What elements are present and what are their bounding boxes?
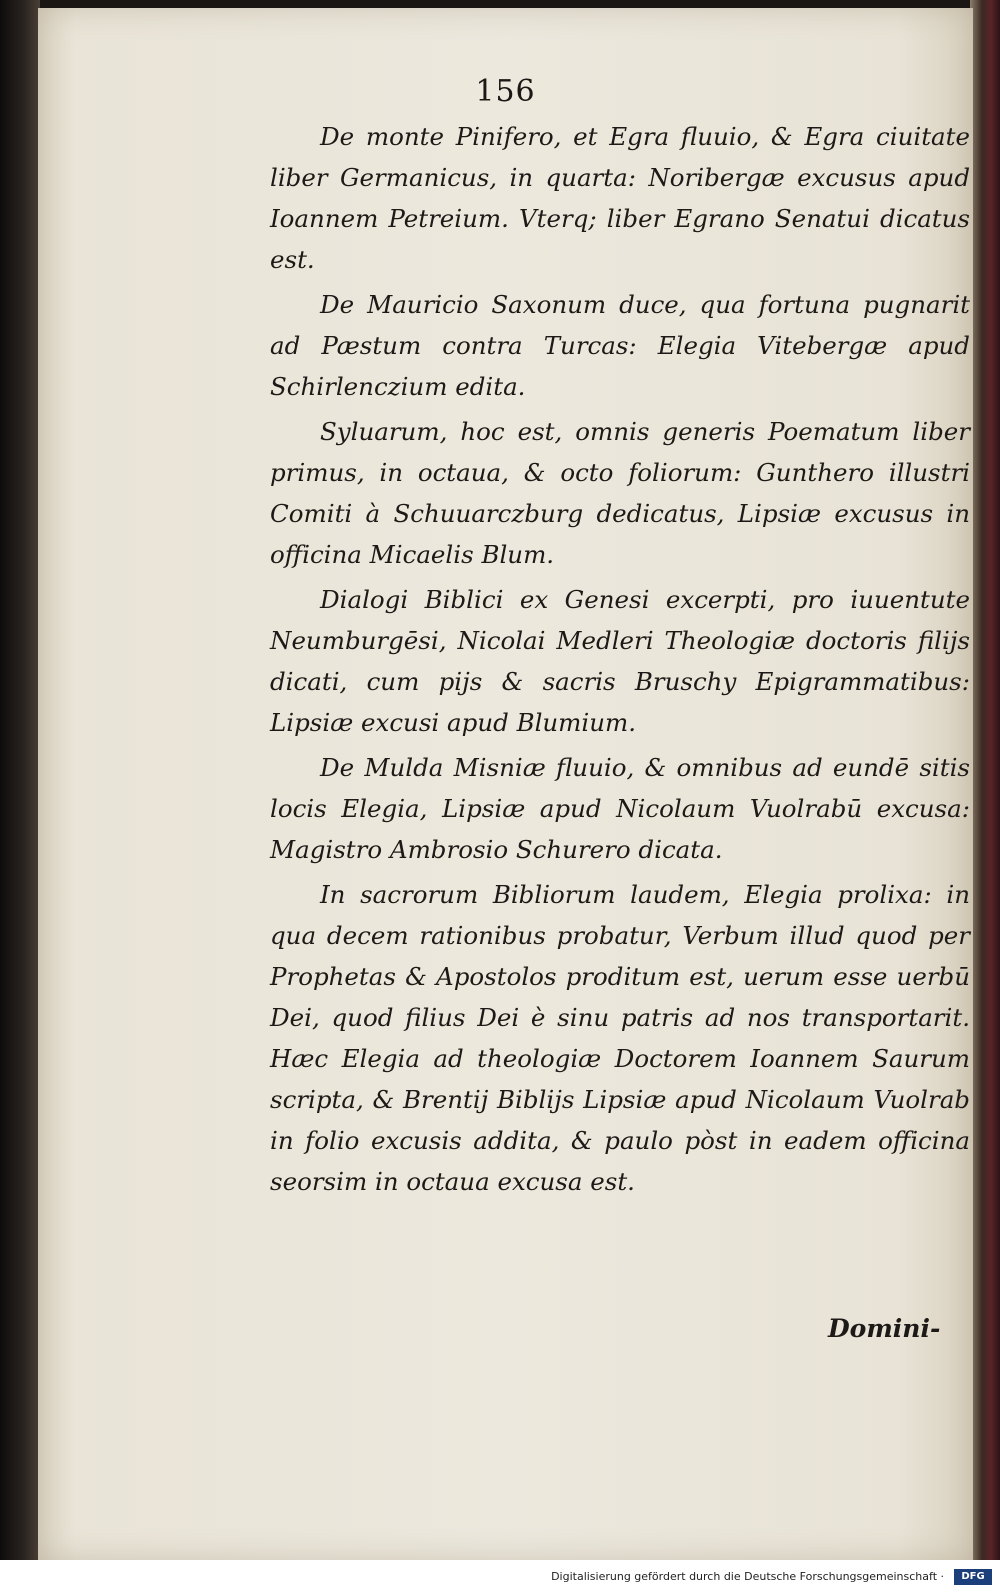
entry-1: De monte Pinifero, et Egra fluuio, & Egra ciuitate liber Germanicus, in quarta: Noribergæ excusus apud Ioannem Petreium. Vterq; liber Egrano Senatui dicatus est. xyxy=(270,122,970,274)
entry-3: Syluarum, hoc est, omnis generis Poematum liber primus, in octaua, & octo foliorum: Gunthero illustri Comiti à Schuuarczburg dedicatus, Lipsiæ excusus in officina Micaelis Blum. xyxy=(270,417,970,569)
page-number: 156 xyxy=(475,74,536,109)
catchword: Domini- xyxy=(828,1314,941,1343)
funding-credit: Digitalisierung gefördert durch die Deutsche Forschungsgemeinschaft · xyxy=(551,1570,944,1583)
dfg-logo: DFG xyxy=(954,1569,992,1585)
entry-2: De Mauricio Saxonum duce, qua fortuna pugnarit ad Pæstum contra Turcas: Elegia Vitebergæ apud Schirlenczium edita. xyxy=(270,290,970,401)
footer-bar xyxy=(0,1560,1000,1592)
book-spine-edge xyxy=(0,0,40,1560)
text-block xyxy=(270,116,970,1206)
book-cover-edge xyxy=(970,0,1000,1560)
entry-4: Dialogi Biblici ex Genesi excerpti, pro iuuentute Neumburgēsi, Nicolai Medleri Theologiæ doctoris filijs dicati, cum pijs & sacris Bruschy Epigrammatibus: Lipsiæ excusi apud Blumium. xyxy=(270,585,970,737)
book-page xyxy=(38,8,973,1560)
entry-6: In sacrorum Bibliorum laudem, Elegia prolixa: in qua decem rationibus probatur, Verbum illud quod per Prophetas & Apostolos proditum est, uerum esse uerbū Dei, quod filius Dei è sinu patris ad nos transportarit. Hæc Elegia ad theologiæ Doctorem Ioannem Saurum scripta, & Brentij Biblijs Lipsiæ apud Nicolaum Vuolrab in folio excusis addita, & paulo pòst in eadem officina seorsim in octaua excusa est. xyxy=(270,880,970,1196)
entry-5: De Mulda Misniæ fluuio, & omnibus ad eundē sitis locis Elegia, Lipsiæ apud Nicolaum Vuolrabū excusa: Magistro Ambrosio Schurero dicata. xyxy=(270,753,970,864)
